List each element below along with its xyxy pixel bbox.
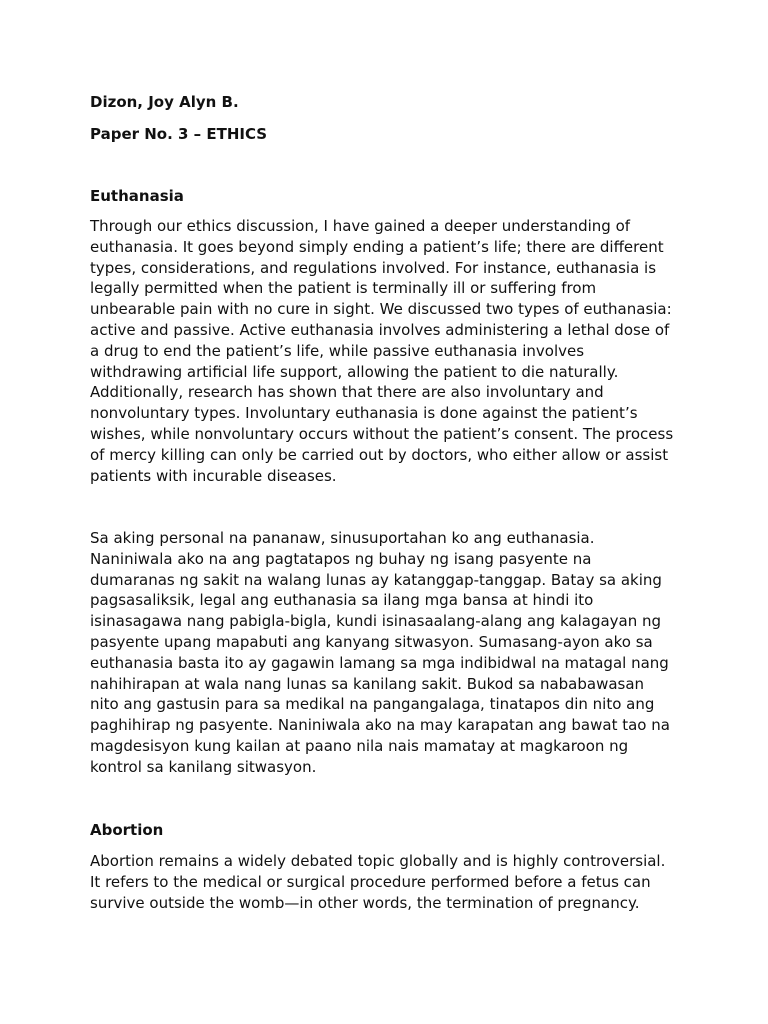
text-line: Abortion remains a widely debated topic globally and is highly controversial. <box>90 852 666 870</box>
text-line: nahihirapan at wala nang lunas sa kanilang sakit. Bukod sa nababawasan <box>90 674 645 693</box>
text-line: a drug to end the patient’s life, while passive euthanasia involves <box>90 341 585 360</box>
text-line: isinasagawa nang pabigla-bigla, kundi isinasaalang-alang ang kalagayan ng <box>90 612 662 631</box>
paragraph-abortion-1 <box>90 851 690 913</box>
text-line: wishes, while nonvoluntary occurs without the patient’s consent. The process <box>90 424 674 443</box>
text-line: unbearable pain with no cure in sight. We discussed two types of euthanasia: <box>90 300 672 319</box>
paper-title: Paper No. 3 – ETHICS <box>90 125 268 143</box>
text-line: nonvoluntary types. Involuntary euthanasia is done against the patient’s <box>90 404 638 423</box>
text-line: Additionally, research has shown that there are also involuntary and <box>90 383 604 402</box>
text-line: It refers to the medical or surgical procedure performed before a fetus can <box>90 872 651 891</box>
text-line: pasyente upang mapabuti ang kanyang sitwasyon. Sumasang-ayon ako sa <box>90 632 653 651</box>
section-heading-euthanasia: Euthanasia <box>90 187 184 205</box>
text-line: kontrol sa kanilang sitwasyon. <box>90 757 317 776</box>
text-line: paghihirap ng pasyente. Naniniwala ako na may karapatan ang bawat tao na <box>90 716 670 735</box>
text-line: Naniniwala ako na ang pagtatapos ng buhay ng isang pasyente na <box>90 549 592 568</box>
text-line: Through our ethics discussion, I have gained a deeper understanding of <box>90 217 631 235</box>
paragraph-euthanasia-1 <box>90 216 690 486</box>
text-line: euthanasia. It goes beyond simply ending a patient’s life; there are different <box>90 237 664 256</box>
text-line: euthanasia basta ito ay gagawin lamang sa mga indibidwal na matagal nang <box>90 653 669 672</box>
text-line: survive outside the womb—in other words, the termination of pregnancy. <box>90 893 640 912</box>
text-line: pagsasaliksik, legal ang euthanasia sa ilang mga bansa at hindi ito <box>90 591 594 610</box>
section-heading-abortion: Abortion <box>90 821 164 839</box>
text-line: Sa aking personal na pananaw, sinusuportahan ko ang euthanasia. <box>90 529 595 547</box>
text-line: magdesisyon kung kailan at paano nila nais mamatay at magkaroon ng <box>90 736 629 755</box>
paragraph-euthanasia-2 <box>90 528 690 778</box>
text-line: dumaranas ng sakit na walang lunas ay katanggap-tanggap. Batay sa aking <box>90 570 662 589</box>
text-line: legally permitted when the patient is terminally ill or suffering from <box>90 279 597 298</box>
text-line: patients with incurable diseases. <box>90 466 337 485</box>
author-name: Dizon, Joy Alyn B. <box>90 93 239 111</box>
text-line: withdrawing artificial life support, allowing the patient to die naturally. <box>90 362 619 381</box>
text-line: of mercy killing can only be carried out by doctors, who either allow or assist <box>90 445 669 464</box>
text-line: nito ang gastusin para sa medikal na pangangalaga, tinatapos din nito ang <box>90 695 655 714</box>
text-line: types, considerations, and regulations involved. For instance, euthanasia is <box>90 258 657 277</box>
text-line: active and passive. Active euthanasia involves administering a lethal dose of <box>90 320 670 339</box>
